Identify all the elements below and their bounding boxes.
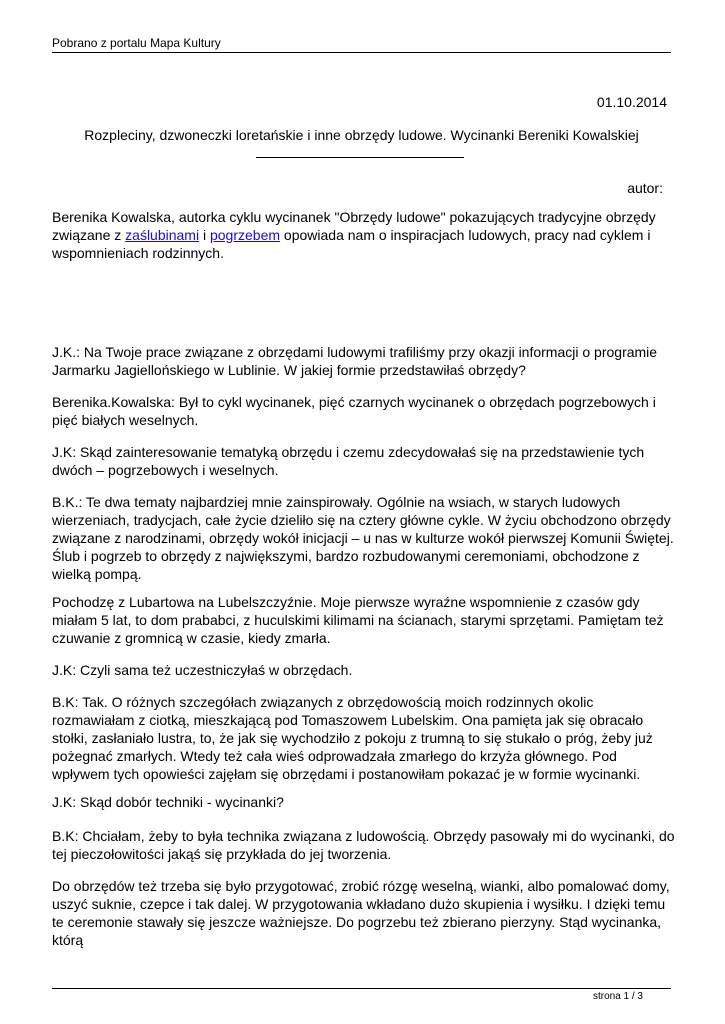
paragraph-text: B.K.: Te dwa tematy najbardziej mnie zainspirowały. Ogólnie na wsiach, w starych ludowych wierzeniach, tradycjach, całe życie dzieliło się na cztery główne cykle. W życiu obchodzono obrzędy związane z narodzinami, obrzędy wokół inicjacji – u nas w kulturze wokół pierwszej Komunii Świętej. Ślub i pogrzeb to obrzędy z największymi, bardzo rozbudowanymi ceremoniami, obchodzone z wielką pompą. bbox=[52, 494, 674, 582]
paragraph-text: B.K: Chciałam, żeby to była technika związana z ludowością. Obrzędy pasowały mi do wycinanki, do tej pieczołowitości jakąś się przykłada do jej tworzenia. bbox=[52, 828, 675, 862]
link-zaslubiny[interactable]: zaślubinami bbox=[125, 227, 200, 243]
title-divider bbox=[256, 157, 464, 158]
interview-paragraph bbox=[52, 593, 676, 647]
interview-paragraph bbox=[52, 343, 676, 379]
page-header-source: Pobrano z portalu Mapa Kultury bbox=[52, 36, 221, 50]
header-divider bbox=[52, 52, 671, 53]
footer-divider bbox=[52, 988, 671, 989]
intro-text bbox=[52, 208, 676, 262]
intro-text-part: i bbox=[199, 227, 210, 243]
paragraph-text: B.K: Tak. O różnych szczegółach związanych z obrzędowością moich rodzinnych okolic rozmawiałam z ciotką, mieszkającą pod Tomaszowem Lubelskim. Ona pamięta jak się obracało stołki, zasłaniało lustra, to, że jak się wychodziło z pokoju z trumną to się stukało o próg, żeby już pożegnać zmarłych. Wtedy też cała wieś odprowadzała zmarłego do krzyża głównego. Pod wpływem tych opowieści zajęłam się obrzędami i postanowiłam pokazać je w formie wycinanki. bbox=[52, 694, 653, 782]
document-title: Rozpleciny, dzwoneczki loretańskie i inne obrzędy ludowe. Wycinanki Bereniki Kowalskiej bbox=[84, 127, 639, 143]
paragraph-text: Do obrzędów też trzeba się było przygotować, zrobić rózgę weselną, wianki, albo pomalować domy, uszyć suknie, czepce i tak dalej. W przygotowania wkładano dużo skupienia i wysiłku. I dzięki temu te ceremonie stawały się jeszcze ważniejsze. Do pogrzebu też zbierano pierzyny. Stąd wycinanka, którą bbox=[52, 878, 670, 948]
intro-text-part: opowiada nam o inspiracjach ludowych, pracy nad cyklem i wspomnieniach rodzinnych. bbox=[52, 227, 651, 261]
paragraph-text: J.K: Czyli sama też uczestniczyłaś w obrzędach. bbox=[52, 662, 353, 678]
paragraph-text: J.K: Skąd dobór techniki - wycinanki? bbox=[52, 794, 284, 810]
paragraph-text: J.K: Skąd zainteresowanie tematyką obrzędu i czemu zdecydowałaś się na przedstawienie tych dwóch – pogrzebowych i weselnych. bbox=[52, 444, 645, 478]
intro-text-part: Berenika Kowalska, autorka cyklu wycinanek "Obrzędy ludowe" pokazujących tradycyjne obrzędy związane z bbox=[52, 209, 656, 243]
interview-paragraph bbox=[52, 393, 676, 429]
paragraph-text: J.K.: Na Twoje prace związane z obrzędami ludowymi trafiliśmy przy okazji informacji o programie Jarmarku Jagiellońskiego w Lublinie. W jakiej formie przedstawiłaś obrzędy? bbox=[52, 344, 658, 378]
author-label: autor: bbox=[627, 180, 663, 196]
interview-paragraph bbox=[52, 443, 676, 479]
interview-paragraph bbox=[52, 877, 676, 949]
document-date: 01.10.2014 bbox=[596, 94, 667, 110]
paragraph-text: Berenika.Kowalska: Był to cykl wycinanek, pięć czarnych wycinanek o obrzędach pogrzebowych i pięć białych weselnych. bbox=[52, 394, 656, 428]
page-number: strona 1 / 3 bbox=[592, 991, 643, 1002]
interview-paragraph bbox=[52, 793, 676, 811]
interview-paragraph bbox=[52, 693, 676, 783]
interview-paragraph bbox=[52, 661, 676, 679]
link-pogrzeb[interactable]: pogrzebem bbox=[209, 227, 281, 243]
paragraph-text: Pochodzę z Lubartowa na Lubelszczyźnie. Moje pierwsze wyraźne wspomnienie z czasów gdy miałam 5 lat, to dom prababci, z huculskimi kilimami na ścianach, starymi sprzętami. Pamiętam też czuwanie z gromnicą w czasie, kiedy zmarła. bbox=[52, 594, 664, 646]
interview-paragraph bbox=[52, 827, 676, 863]
interview-paragraph bbox=[52, 493, 676, 583]
intro-paragraph bbox=[52, 208, 676, 262]
